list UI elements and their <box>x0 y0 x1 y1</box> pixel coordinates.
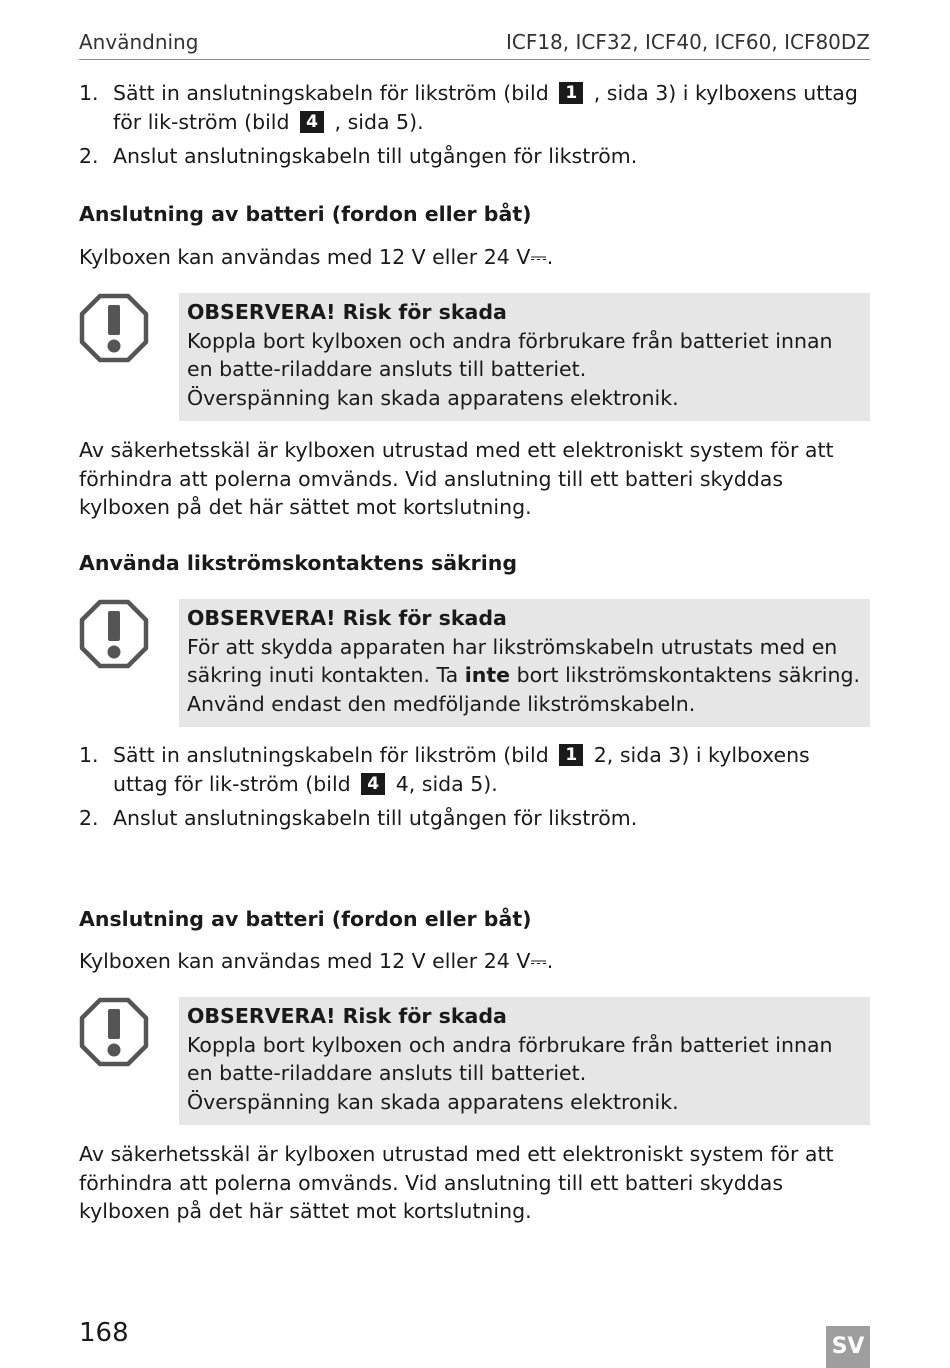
section-heading: Anslutning av batteri (fordon eller båt) <box>79 202 532 226</box>
warning-text: Överspänning kan skada apparatens elektronik. <box>187 1089 679 1114</box>
body-paragraph: Av säkerhetsskäl är kylboxen utrustad med ett elektroniskt system för att förhindra att polerna omvänds. Vid anslutning till ett batteri skyddas kylboxen på det här sättet mot kortslutning. <box>79 1142 834 1223</box>
page-number: 168 <box>79 1318 129 1348</box>
section-heading: Anslutning av batteri (fordon eller båt) <box>79 907 532 931</box>
warning-box <box>179 997 870 1125</box>
figure-badge: 4 <box>300 111 324 133</box>
steps-list-1 <box>79 79 870 177</box>
body-paragraph: Av säkerhetsskäl är kylboxen utrustad med ett elektroniskt system för att förhindra att polerna omvänds. Vid anslutning till ett batteri skyddas kylboxen på det här sättet mot kortslutning. <box>79 438 834 519</box>
intro-text: Kylboxen kan användas med 12 V eller 24 V⎓. <box>79 245 554 269</box>
warning-title: OBSERVERA! Risk för skada <box>187 300 507 324</box>
list-item: 2. Anslut anslutningskabeln till utgången för likström. <box>79 144 638 168</box>
warning-title: OBSERVERA! Risk för skada <box>187 606 507 630</box>
figure-badge: 1 <box>559 82 583 104</box>
warning-text: Koppla bort kylboxen och andra förbrukare från batteriet innan en batte-riladdare ansluts till batteriet. <box>187 328 833 381</box>
octagon-exclamation-icon <box>79 293 149 363</box>
language-badge: SV <box>826 1326 870 1368</box>
list-item: 1. Sätt in anslutningskabeln för likström (bild 1 2, sida 3) i kylboxens uttag för lik-ström (bild 4 4, sida 5). <box>79 743 810 796</box>
warning-box <box>179 599 870 727</box>
warning-text: Överspänning kan skada apparatens elektronik. <box>187 385 679 410</box>
section-heading: Använda likströmskontaktens säkring <box>79 551 518 575</box>
warning-title: OBSERVERA! Risk för skada <box>187 1004 507 1028</box>
warning-text: Använd endast den medföljande likströmskabeln. <box>187 691 696 716</box>
list-item: 1. Sätt in anslutningskabeln för likström (bild 1 , sida 3) i kylboxens uttag för lik-ström (bild 4 , sida 5). <box>79 81 858 134</box>
octagon-exclamation-icon <box>79 997 149 1067</box>
header-section: Användning <box>79 30 199 54</box>
running-header <box>79 30 870 60</box>
warning-box <box>179 293 870 421</box>
list-item: 2. Anslut anslutningskabeln till utgången för likström. <box>79 806 638 830</box>
header-models: ICF18, ICF32, ICF40, ICF60, ICF80DZ <box>505 30 870 54</box>
octagon-exclamation-icon <box>79 599 149 669</box>
figure-badge: 4 <box>361 773 385 795</box>
steps-list-2 <box>79 741 870 839</box>
warning-text: Koppla bort kylboxen och andra förbrukare från batteriet innan en batte-riladdare ansluts till batteriet. <box>187 1032 833 1085</box>
intro-text: Kylboxen kan användas med 12 V eller 24 V⎓. <box>79 949 554 973</box>
warning-text: För att skydda apparaten har likströmskabeln utrustats med en säkring inuti kontakten. Ta inte bort likströmskontaktens säkring. <box>187 634 861 687</box>
figure-badge: 1 <box>559 744 583 766</box>
